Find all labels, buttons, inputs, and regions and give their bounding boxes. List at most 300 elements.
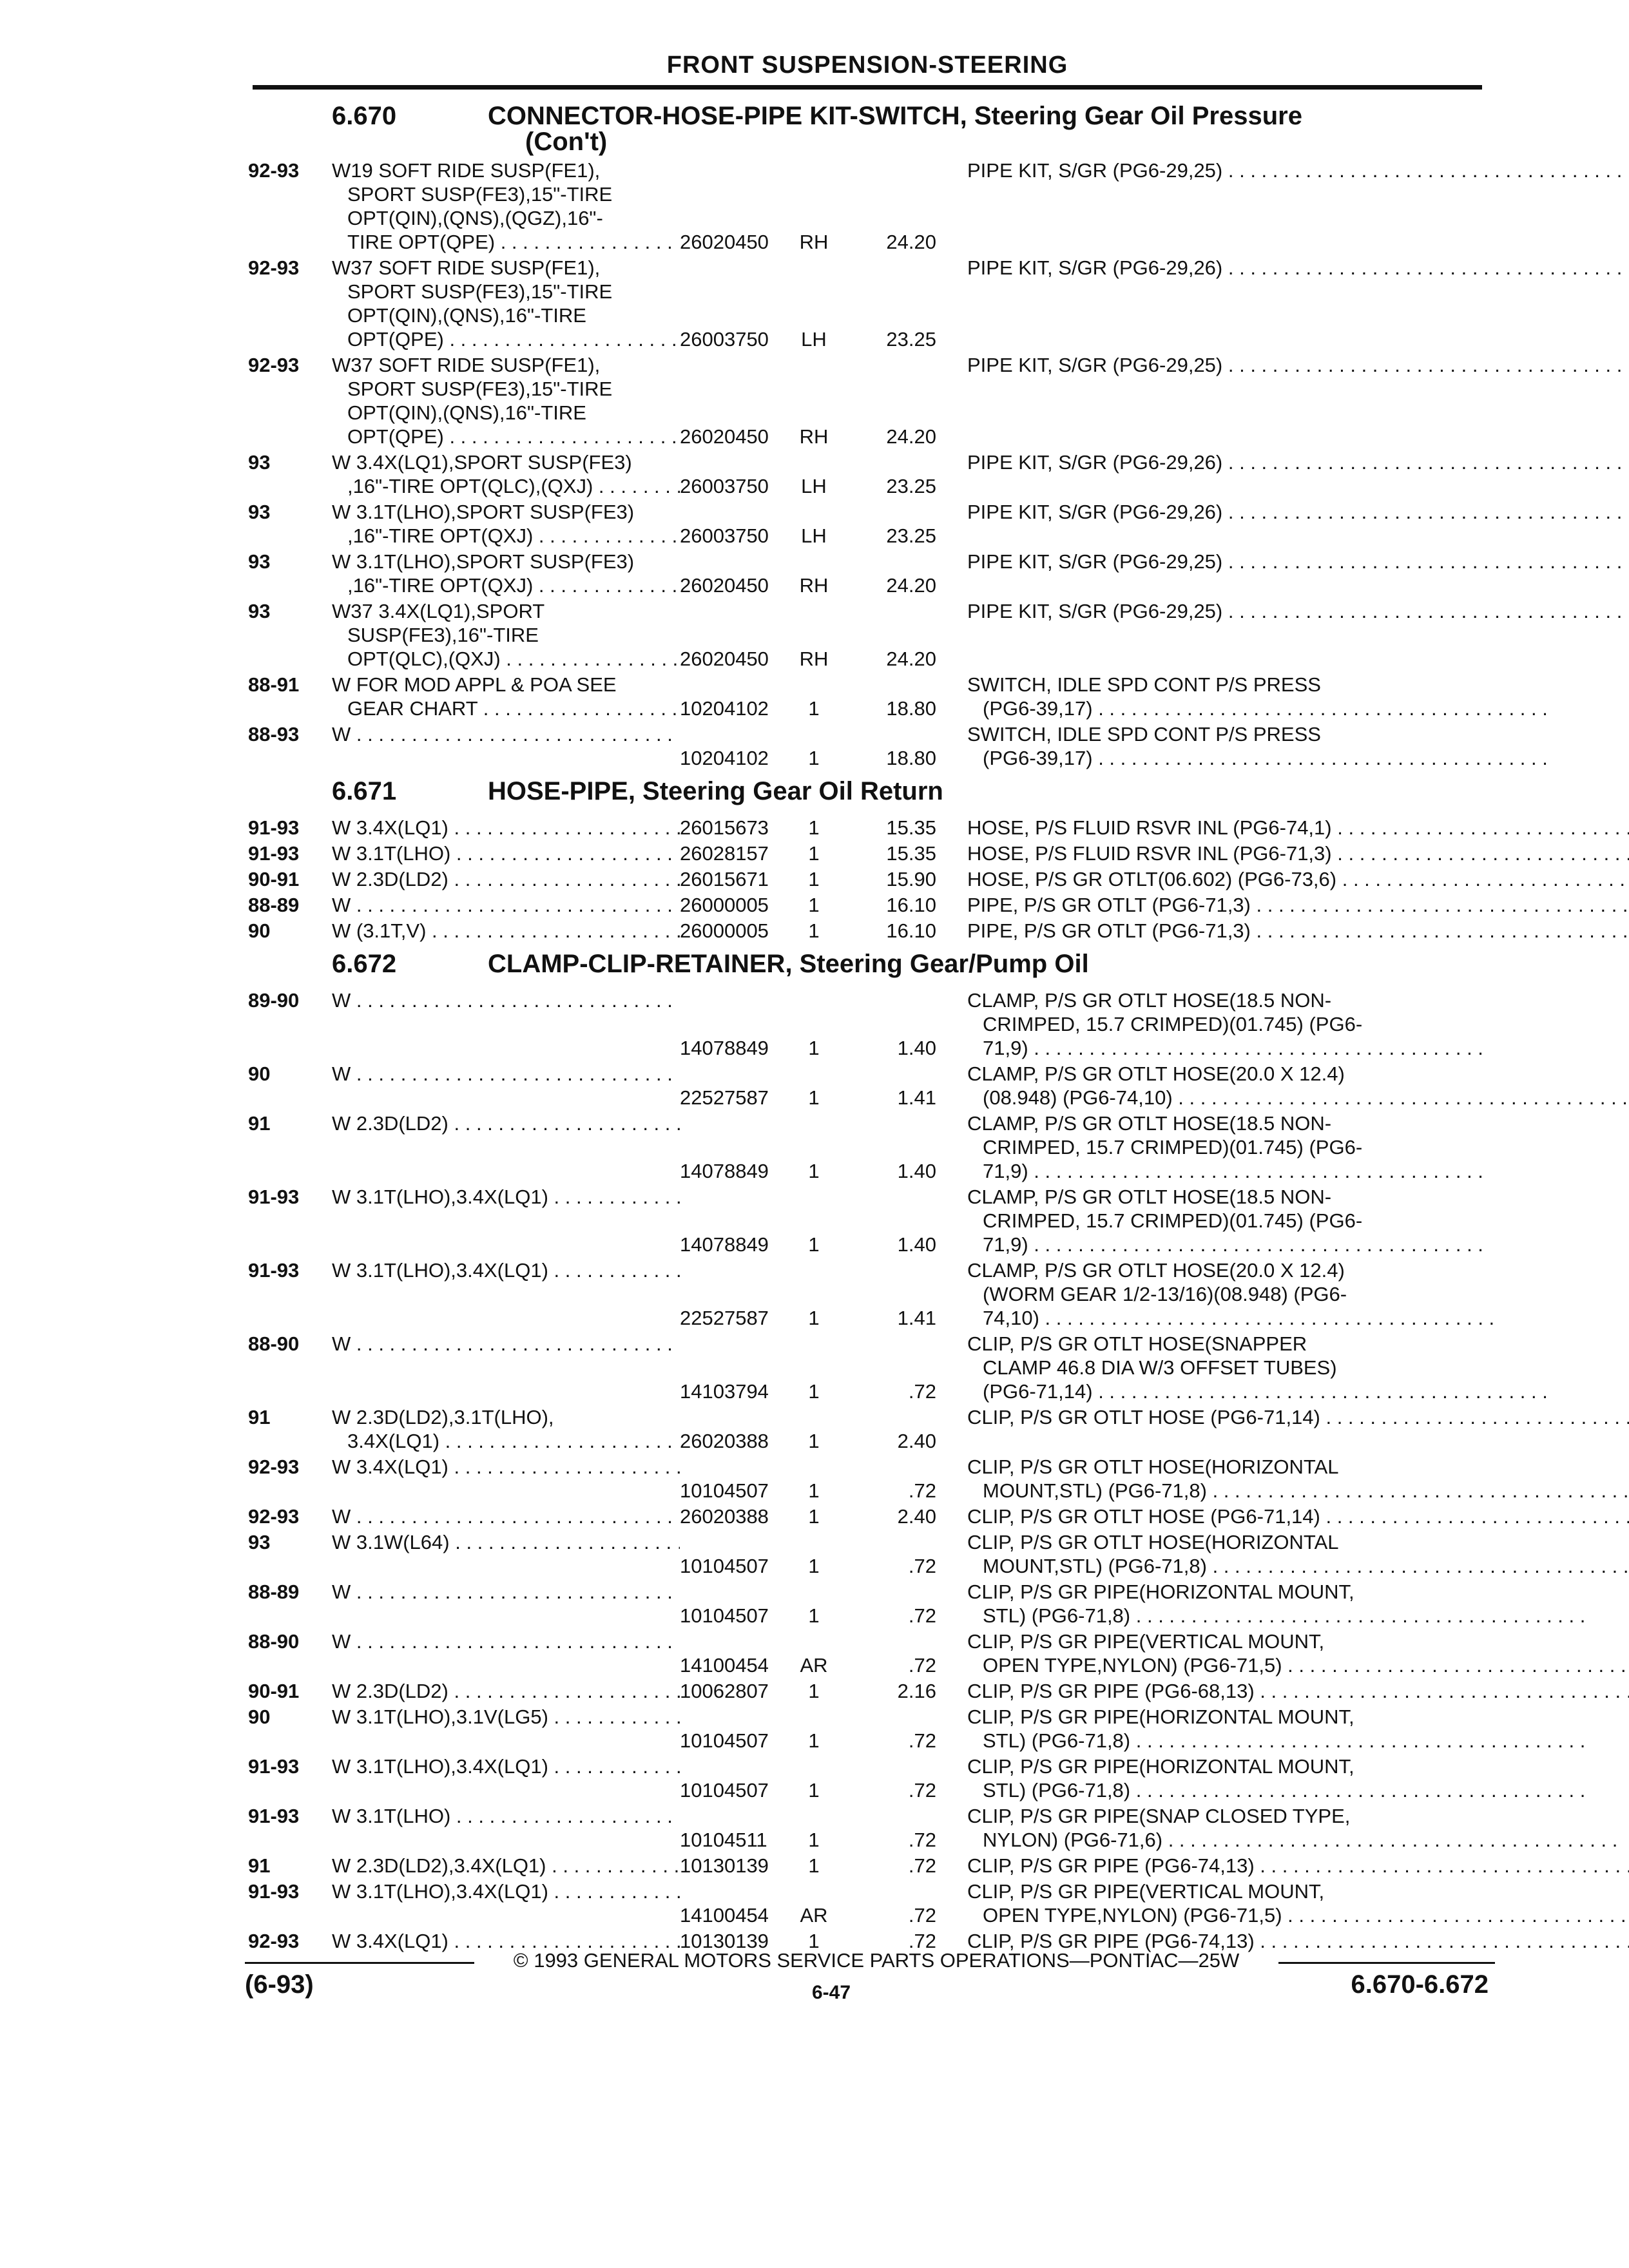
part-name-line: CLAMP, P/S GR OTLT HOSE(18.5 NON- — [967, 989, 1332, 1012]
application-line: W 3.1T(LHO),3.1V(LG5) . . . — [332, 1705, 680, 1729]
application-description — [332, 1111, 680, 1183]
part-number-cell — [680, 1111, 788, 1183]
application-line: OPT(QLC),(QXJ) . . . — [332, 647, 680, 671]
application-line: OPT(QPE) . . . — [332, 327, 680, 351]
part-name-line: CLIP, P/S GR PIPE(SNAP CLOSED TYPE, — [967, 1805, 1351, 1827]
model-years: 90 — [248, 1706, 271, 1728]
price-cell — [840, 1258, 936, 1330]
price-cell — [840, 722, 936, 770]
price: .72 — [908, 1854, 936, 1877]
application-line: ,16"-TIRE OPT(QLC),(QXJ) . . . — [332, 474, 680, 498]
price: 16.10 — [886, 894, 936, 916]
application-description — [332, 500, 680, 548]
part-name-line: CLIP, P/S GR PIPE (PG6-74,13) . . . — [967, 1929, 1629, 1953]
part-name — [936, 550, 1629, 597]
application-line: W 2.3D(LD2) . . . — [332, 1679, 680, 1703]
part-name-line: CLIP, P/S GR PIPE(HORIZONTAL MOUNT, — [967, 1581, 1354, 1603]
price-cell — [840, 1754, 936, 1802]
part-name-line: OPEN TYPE,NYLON) (PG6-71,5) . . . — [967, 1653, 1629, 1677]
model-years: 92-93 — [248, 159, 300, 182]
part-name-line: HOSE, P/S FLUID RSVR INL (PG6-71,3) . . . — [967, 841, 1629, 865]
price: 24.20 — [886, 648, 936, 670]
part-name-line: PIPE KIT, S/GR (PG6-29,25) . . . — [967, 353, 1629, 377]
application-description — [332, 893, 680, 917]
part-name — [936, 1332, 1548, 1403]
quantity: 1 — [808, 1930, 820, 1952]
application-description — [332, 1705, 680, 1753]
part-number: 26003750 — [680, 328, 769, 351]
model-years: 92-93 — [248, 354, 300, 376]
application-line: W37 3.4X(LQ1),SPORT — [332, 600, 545, 622]
model-years: 88-90 — [248, 1332, 300, 1355]
application-line: ,16"-TIRE OPT(QXJ) . . . — [332, 573, 680, 597]
price-cell — [840, 1405, 936, 1453]
part-row — [248, 450, 1485, 498]
application-description — [332, 1879, 680, 1927]
price-cell — [840, 816, 936, 840]
part-number-cell — [680, 1530, 788, 1578]
quantity: RH — [799, 425, 829, 448]
application-line: OPT(QPE) . . . — [332, 425, 680, 448]
section-title: CONNECTOR-HOSE-PIPE KIT-SWITCH, Steering Gear Oil Pressure — [488, 102, 1302, 130]
application-line: W . . . — [332, 1332, 680, 1356]
part-number-cell — [680, 500, 788, 548]
quantity-cell — [788, 1111, 840, 1183]
application-description — [332, 1185, 680, 1256]
price-cell — [840, 1879, 936, 1927]
parts-catalog — [248, 97, 1485, 1955]
part-number-cell — [680, 919, 788, 943]
price-cell — [840, 893, 936, 917]
model-years: 88-89 — [248, 1581, 300, 1603]
price: .72 — [908, 1729, 936, 1752]
part-number: 22527587 — [680, 1086, 769, 1109]
section-header — [248, 772, 1485, 816]
part-name — [936, 1455, 1629, 1503]
price: .72 — [908, 1829, 936, 1851]
part-number: 26015673 — [680, 816, 769, 839]
quantity: 1 — [808, 1729, 820, 1752]
application-description — [332, 1580, 680, 1628]
application-line: W 3.1T(LHO) . . . — [332, 841, 680, 865]
application-line: SPORT SUSP(FE3),15"-TIRE — [347, 280, 613, 303]
part-number-cell — [680, 353, 788, 448]
part-number: 10104507 — [680, 1779, 769, 1802]
part-number: 22527587 — [680, 1307, 769, 1329]
price-cell — [840, 1111, 936, 1183]
part-number: 26003750 — [680, 475, 769, 497]
quantity: RH — [799, 648, 829, 670]
application-description — [332, 1804, 680, 1852]
part-name — [936, 988, 1485, 1060]
application-line: W 3.1T(LHO),3.4X(LQ1) . . . — [332, 1258, 680, 1282]
model-years: 93 — [248, 600, 271, 622]
part-row — [248, 1854, 1485, 1878]
part-name-line: PIPE KIT, S/GR (PG6-29,25) . . . — [967, 159, 1629, 182]
price: 1.40 — [897, 1037, 936, 1059]
price-cell — [840, 1455, 936, 1503]
application-line: W 3.4X(LQ1),SPORT SUSP(FE3) — [332, 451, 632, 474]
application-line: GEAR CHART . . . — [332, 697, 680, 720]
model-years: 88-91 — [248, 673, 300, 696]
price: 18.80 — [886, 697, 936, 720]
part-name-line: HOSE, P/S GR OTLT(06.602) (PG6-73,6) . . . — [967, 867, 1629, 891]
part-number-cell — [680, 1580, 788, 1628]
price: 23.25 — [886, 524, 936, 547]
model-years: 92-93 — [248, 256, 300, 279]
application-description — [332, 1062, 680, 1110]
part-number: 26000005 — [680, 919, 769, 942]
quantity-cell — [788, 1754, 840, 1802]
quantity-cell — [788, 500, 840, 548]
part-name-line: PIPE KIT, S/GR (PG6-29,25) . . . — [967, 599, 1629, 623]
quantity-cell — [788, 1879, 840, 1927]
part-name-line: CRIMPED, 15.7 CRIMPED)(01.745) (PG6- — [983, 1136, 1363, 1158]
price: 1.40 — [897, 1160, 936, 1182]
application-line: W 3.1T(LHO),3.4X(LQ1) . . . — [332, 1185, 680, 1209]
application-description — [332, 550, 680, 597]
part-number-cell — [680, 599, 788, 671]
quantity: 1 — [808, 1854, 820, 1877]
model-years: 88-90 — [248, 1630, 300, 1653]
part-number: 26028157 — [680, 842, 769, 865]
application-description — [332, 722, 680, 770]
part-number: 26020388 — [680, 1505, 769, 1528]
model-years: 91-93 — [248, 842, 300, 865]
application-line: SPORT SUSP(FE3),15"-TIRE — [347, 183, 613, 206]
application-line: W 3.1T(LHO),3.4X(LQ1) . . . — [332, 1879, 680, 1903]
application-line: W . . . — [332, 722, 680, 746]
part-name-line: CLIP, P/S GR OTLT HOSE(SNAPPER — [967, 1332, 1307, 1355]
part-number: 26020388 — [680, 1430, 769, 1452]
quantity: 1 — [808, 1160, 820, 1182]
part-number: 26015671 — [680, 868, 769, 890]
part-number-cell — [680, 988, 788, 1060]
part-number-cell — [680, 1455, 788, 1503]
quantity-cell — [788, 450, 840, 498]
part-number-cell — [680, 1405, 788, 1453]
price: 23.25 — [886, 475, 936, 497]
application-line: W19 SOFT RIDE SUSP(FE1), — [332, 159, 601, 182]
model-years: 91-93 — [248, 1259, 300, 1282]
application-description — [332, 867, 680, 891]
footer-date: (6-93) — [245, 1970, 314, 1999]
quantity: 1 — [808, 919, 820, 942]
part-number-cell — [680, 1062, 788, 1110]
price-cell — [840, 353, 936, 448]
model-years: 90-91 — [248, 1680, 300, 1702]
part-name-line: MOUNT,STL) (PG6-71,8) . . . — [967, 1479, 1629, 1503]
part-name — [936, 919, 1629, 943]
part-number: 10062807 — [680, 1680, 769, 1702]
application-line: W 3.4X(LQ1) . . . — [332, 1929, 680, 1953]
part-name-line: OPEN TYPE,NYLON) (PG6-71,5) . . . — [967, 1903, 1629, 1927]
part-name-line: PIPE KIT, S/GR (PG6-29,26) . . . — [967, 256, 1629, 280]
part-name-line: CLIP, P/S GR PIPE(HORIZONTAL MOUNT, — [967, 1755, 1354, 1778]
part-number-cell — [680, 673, 788, 720]
part-number: 10104507 — [680, 1479, 769, 1502]
price-cell — [840, 500, 936, 548]
part-name — [936, 841, 1629, 865]
section-number: 6.672 — [332, 950, 397, 978]
quantity-cell — [788, 1530, 840, 1578]
application-line: W . . . — [332, 988, 680, 1012]
price: .72 — [908, 1479, 936, 1502]
part-row — [248, 722, 1485, 770]
part-name — [936, 1258, 1494, 1330]
part-name-line: 71,9) . . . — [967, 1036, 1485, 1060]
application-line: W FOR MOD APPL & POA SEE — [332, 673, 617, 696]
part-name-line: 74,10) . . . — [967, 1306, 1494, 1330]
application-line: W 2.3D(LD2),3.4X(LQ1) . . . — [332, 1854, 680, 1878]
part-name-line: 71,9) . . . — [967, 1159, 1485, 1183]
part-name-line: NYLON) (PG6-71,6) . . . — [967, 1828, 1617, 1852]
quantity: 1 — [808, 1555, 820, 1577]
part-name — [936, 1062, 1628, 1110]
quantity-cell — [788, 673, 840, 720]
price: .72 — [908, 1904, 936, 1927]
quantity-cell — [788, 1580, 840, 1628]
application-line: W 2.3D(LD2),3.1T(LHO), — [332, 1406, 554, 1428]
application-line: OPT(QIN),(QNS),(QGZ),16"- — [347, 207, 603, 229]
part-name — [936, 353, 1629, 448]
price-cell — [840, 1504, 936, 1528]
part-name-line: PIPE, P/S GR OTLT (PG6-71,3) . . . — [967, 893, 1629, 917]
part-name-line: PIPE KIT, S/GR (PG6-29,25) . . . — [967, 550, 1629, 573]
part-name-line: (08.948) (PG6-74,10) . . . — [967, 1086, 1628, 1110]
application-line: W 2.3D(LD2) . . . — [332, 867, 680, 891]
quantity: 1 — [808, 894, 820, 916]
part-name-line: SWITCH, IDLE SPD CONT P/S PRESS — [967, 723, 1321, 745]
price-cell — [840, 599, 936, 671]
quantity: 1 — [808, 1829, 820, 1851]
model-years: 91 — [248, 1854, 271, 1877]
application-description — [332, 1332, 680, 1403]
part-name — [936, 450, 1629, 498]
part-number-cell — [680, 1879, 788, 1927]
application-description — [332, 1530, 680, 1578]
part-name-line: SWITCH, IDLE SPD CONT P/S PRESS — [967, 673, 1321, 696]
part-number-cell — [680, 1258, 788, 1330]
part-row — [248, 1580, 1485, 1628]
part-row — [248, 500, 1485, 548]
model-years: 92-93 — [248, 1456, 300, 1478]
application-line: W . . . — [332, 1062, 680, 1086]
part-row — [248, 159, 1485, 254]
model-years: 90 — [248, 1062, 271, 1085]
quantity-cell — [788, 1504, 840, 1528]
section-title: CLAMP-CLIP-RETAINER, Steering Gear/Pump Oil — [488, 950, 1089, 978]
quantity: 1 — [808, 697, 820, 720]
part-number-cell — [680, 867, 788, 891]
application-line: W 3.1T(LHO),SPORT SUSP(FE3) — [332, 550, 635, 573]
price: 2.16 — [897, 1680, 936, 1702]
part-row — [248, 1332, 1485, 1403]
price: .72 — [908, 1380, 936, 1403]
price: .72 — [908, 1779, 936, 1802]
quantity-cell — [788, 919, 840, 943]
part-number: 26020450 — [680, 648, 769, 670]
part-name — [936, 673, 1548, 720]
price-cell — [840, 1332, 936, 1403]
model-years: 91 — [248, 1112, 271, 1135]
application-line: W (3.1T,V) . . . — [332, 919, 680, 943]
part-number: 14078849 — [680, 1037, 769, 1059]
part-name — [936, 599, 1629, 671]
part-name-line: STL) (PG6-71,8) . . . — [967, 1604, 1585, 1628]
price: 1.41 — [897, 1086, 936, 1109]
price: 16.10 — [886, 919, 936, 942]
part-number-cell — [680, 816, 788, 840]
quantity-cell — [788, 816, 840, 840]
part-name-line: CRIMPED, 15.7 CRIMPED)(01.745) (PG6- — [983, 1013, 1363, 1035]
part-row — [248, 1504, 1485, 1528]
part-number-cell — [680, 159, 788, 254]
price-cell — [840, 1705, 936, 1753]
application-line: W 3.1T(LHO) . . . — [332, 1804, 680, 1828]
part-number-cell — [680, 1185, 788, 1256]
quantity-cell — [788, 159, 840, 254]
quantity: 1 — [808, 1380, 820, 1403]
quantity: 1 — [808, 1779, 820, 1802]
price-cell — [840, 159, 936, 254]
application-description — [332, 159, 680, 254]
application-line: W 3.1W(L64) . . . — [332, 1530, 680, 1554]
application-line: W . . . — [332, 1580, 680, 1604]
application-line: W 3.1T(LHO),3.4X(LQ1) . . . — [332, 1754, 680, 1778]
part-number-cell — [680, 1504, 788, 1528]
application-line: TIRE OPT(QPE) . . . — [332, 230, 680, 254]
section-title: HOSE-PIPE, Steering Gear Oil Return — [488, 777, 943, 805]
quantity: AR — [800, 1904, 828, 1927]
price-cell — [840, 1629, 936, 1677]
price: 2.40 — [897, 1430, 936, 1452]
price-cell — [840, 1854, 936, 1878]
part-row — [248, 867, 1485, 891]
section-header — [248, 945, 1485, 988]
price: 15.35 — [886, 842, 936, 865]
part-name — [936, 1804, 1617, 1852]
application-line: W . . . — [332, 893, 680, 917]
part-name-line: CLIP, P/S GR PIPE(HORIZONTAL MOUNT, — [967, 1706, 1354, 1728]
quantity-cell — [788, 599, 840, 671]
application-description — [332, 1854, 680, 1878]
model-years: 92-93 — [248, 1930, 300, 1952]
application-line: OPT(QIN),(QNS),16"-TIRE — [347, 304, 586, 327]
quantity-cell — [788, 1804, 840, 1852]
price: 1.40 — [897, 1233, 936, 1256]
part-name — [936, 1629, 1629, 1677]
part-number-cell — [680, 450, 788, 498]
quantity: 1 — [808, 868, 820, 890]
footer-copyright: © 1993 GENERAL MOTORS SERVICE PARTS OPERATIONS—PONTIAC—25W — [513, 1949, 1240, 1972]
part-row — [248, 1062, 1485, 1110]
part-row — [248, 919, 1485, 943]
model-years: 88-89 — [248, 894, 300, 916]
part-row — [248, 1111, 1485, 1183]
page-footer — [245, 1949, 1495, 1975]
application-description — [332, 1629, 680, 1677]
part-number-cell — [680, 1332, 788, 1403]
part-name — [936, 1754, 1585, 1802]
quantity-cell — [788, 256, 840, 351]
price: .72 — [908, 1555, 936, 1577]
part-row — [248, 1629, 1485, 1677]
application-description — [332, 841, 680, 865]
part-number: 26020450 — [680, 231, 769, 253]
footer-rule-left — [245, 1962, 474, 1964]
part-number: 14078849 — [680, 1160, 769, 1182]
part-name — [936, 1879, 1629, 1927]
part-name-line: STL) (PG6-71,8) . . . — [967, 1778, 1585, 1802]
application-description — [332, 450, 680, 498]
part-row — [248, 1679, 1485, 1703]
part-name — [936, 1530, 1629, 1578]
application-line: W . . . — [332, 1504, 680, 1528]
part-name-line: HOSE, P/S FLUID RSVR INL (PG6-74,1) . . . — [967, 816, 1629, 840]
price-cell — [840, 919, 936, 943]
part-number-cell — [680, 1754, 788, 1802]
part-name-line: CLIP, P/S GR OTLT HOSE(HORIZONTAL — [967, 1456, 1339, 1478]
quantity-cell — [788, 1332, 840, 1403]
part-number: 26020450 — [680, 425, 769, 448]
price-cell — [840, 1062, 936, 1110]
part-number: 14100454 — [680, 1654, 769, 1677]
part-name — [936, 159, 1629, 254]
quantity: 1 — [808, 1307, 820, 1329]
part-name — [936, 500, 1629, 548]
section-number: 6.671 — [332, 777, 397, 805]
part-number: 26000005 — [680, 894, 769, 916]
application-line: W 3.1T(LHO),SPORT SUSP(FE3) — [332, 501, 635, 523]
model-years: 92-93 — [248, 1505, 300, 1528]
model-years: 91-93 — [248, 1805, 300, 1827]
part-name-line: CLIP, P/S GR PIPE(VERTICAL MOUNT, — [967, 1630, 1325, 1653]
quantity: 1 — [808, 842, 820, 865]
part-number: 14100454 — [680, 1904, 769, 1927]
part-row — [248, 893, 1485, 917]
quantity: 1 — [808, 747, 820, 769]
application-line: W 3.4X(LQ1) . . . — [332, 1455, 680, 1479]
footer-rule-right — [1278, 1962, 1495, 1964]
part-name — [936, 1854, 1629, 1878]
part-name-line: (PG6-71,14) . . . — [967, 1379, 1548, 1403]
quantity-cell — [788, 893, 840, 917]
section-header — [248, 97, 1485, 159]
part-row — [248, 816, 1485, 840]
part-name-line: PIPE KIT, S/GR (PG6-29,26) . . . — [967, 500, 1629, 524]
price: 24.20 — [886, 425, 936, 448]
quantity: 1 — [808, 1086, 820, 1109]
application-description — [332, 919, 680, 943]
application-line: W 3.4X(LQ1) . . . — [332, 816, 680, 840]
part-name-line: PIPE KIT, S/GR (PG6-29,26) . . . — [967, 450, 1629, 474]
quantity-cell — [788, 1854, 840, 1878]
part-number-cell — [680, 1705, 788, 1753]
part-number: 10104507 — [680, 1729, 769, 1752]
model-years: 91 — [248, 1406, 271, 1428]
application-line: W . . . — [332, 1629, 680, 1653]
part-name-line: CLIP, P/S GR OTLT HOSE (PG6-71,14) . . . — [967, 1504, 1629, 1528]
part-name-line: CLAMP, P/S GR OTLT HOSE(18.5 NON- — [967, 1186, 1332, 1208]
application-description — [332, 599, 680, 671]
application-description — [332, 1405, 680, 1453]
part-name-line: CLIP, P/S GR PIPE (PG6-74,13) . . . — [967, 1854, 1629, 1878]
part-row — [248, 1185, 1485, 1256]
header-rule — [253, 85, 1482, 90]
part-name — [936, 893, 1629, 917]
quantity-cell — [788, 1629, 840, 1677]
